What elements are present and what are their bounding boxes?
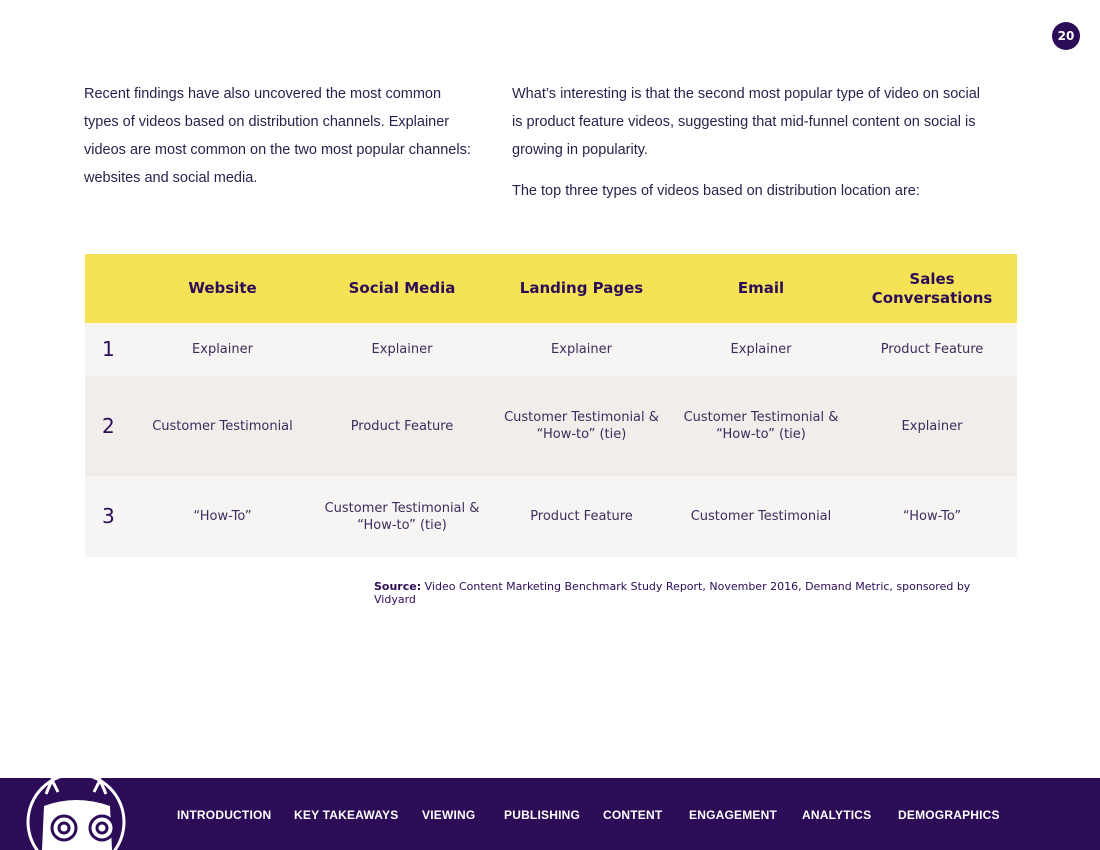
table-row xyxy=(85,476,1017,557)
table-cell: Customer Testimonial & “How-to” (tie) xyxy=(675,376,847,476)
header-landing-pages: Landing Pages xyxy=(488,254,675,323)
rank-cell: 3 xyxy=(85,476,129,557)
table-cell: “How-To” xyxy=(847,476,1017,557)
table-cell: Product Feature xyxy=(847,323,1017,376)
table-row xyxy=(85,376,1017,476)
header-email: Email xyxy=(675,254,847,323)
table-cell: Customer Testimonial & “How-to” (tie) xyxy=(488,376,675,476)
nav-publishing[interactable]: PUBLISHING xyxy=(504,808,581,822)
table-cell: Product Feature xyxy=(488,476,675,557)
nav-analytics[interactable]: ANALYTICS xyxy=(802,808,872,822)
intro-left-paragraph: Recent findings have also uncovered the most common types of videos based on distribution channels. Explainer videos are most common on the two most popular channels: websites and social media. xyxy=(84,86,471,186)
nav-engagement[interactable]: ENGAGEMENT xyxy=(689,808,778,822)
source-text: Video Content Marketing Benchmark Study Report, November 2016, Demand Metric, sponsored by Vidyard xyxy=(374,580,971,606)
rank-cell: 1 xyxy=(85,323,129,376)
table-cell: Explainer xyxy=(129,323,316,376)
nav-key-takeaways[interactable]: KEY TAKEAWAYS xyxy=(294,808,399,822)
header-sales-conversations: Sales Conversations xyxy=(847,254,1017,323)
table-cell: Explainer xyxy=(847,376,1017,476)
intro-right-column xyxy=(512,80,992,205)
table-cell: Product Feature xyxy=(316,376,488,476)
nav-demographics[interactable]: DEMOGRAPHICS xyxy=(898,808,1000,822)
table-cell: Explainer xyxy=(316,323,488,376)
table-header-row xyxy=(85,254,1017,323)
table-cell: Customer Testimonial xyxy=(675,476,847,557)
header-social-media: Social Media xyxy=(316,254,488,323)
nav-content[interactable]: CONTENT xyxy=(603,808,663,822)
intro-left-column xyxy=(84,80,479,192)
table-cell: Explainer xyxy=(675,323,847,376)
video-distribution-table xyxy=(85,254,1017,557)
table-cell: Explainer xyxy=(488,323,675,376)
source-label: Source: xyxy=(374,580,422,593)
intro-right-paragraph-2: The top three types of videos based on distribution location are: xyxy=(512,183,920,199)
table-cell: “How-To” xyxy=(129,476,316,557)
nav-introduction[interactable]: INTRODUCTION xyxy=(177,808,272,822)
mascot-robot-icon xyxy=(18,776,136,850)
source-citation xyxy=(374,580,1014,606)
rank-cell: 2 xyxy=(85,376,129,476)
table-row xyxy=(85,323,1017,376)
nav-viewing[interactable]: VIEWING xyxy=(422,808,476,822)
table-cell: Customer Testimonial & “How-to” (tie) xyxy=(316,476,488,557)
header-rank xyxy=(85,254,129,323)
intro-right-paragraph-1: What’s interesting is that the second most popular type of video on social is product feature videos, suggesting that mid-funnel content on social is growing in popularity. xyxy=(512,86,981,158)
header-website: Website xyxy=(129,254,316,323)
page-number-badge: 20 xyxy=(1052,22,1080,50)
table-cell: Customer Testimonial xyxy=(129,376,316,476)
